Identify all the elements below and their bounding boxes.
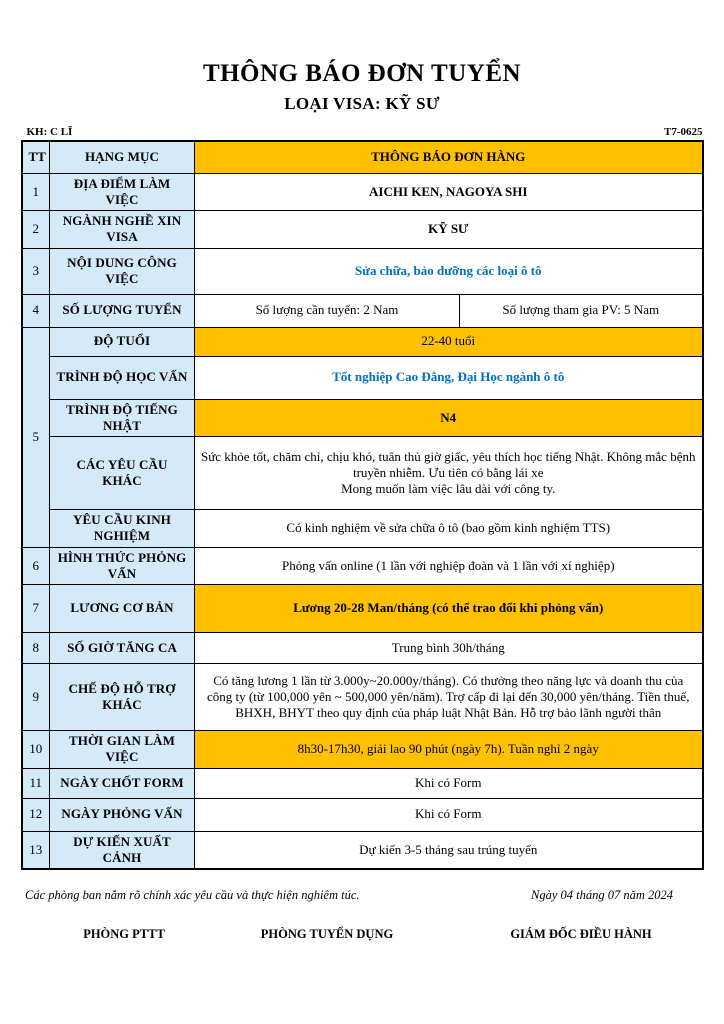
value-cell: Có kinh nghiệm về sửa chữa ô tô (bao gồm kinh nghiệm TTS) bbox=[195, 510, 703, 548]
category-cell: LƯƠNG CƠ BẢN bbox=[50, 585, 195, 633]
value-cell: AICHI KEN, NAGOYA SHI bbox=[195, 173, 703, 211]
table-row bbox=[22, 768, 703, 798]
table-row bbox=[22, 327, 703, 356]
signature-row bbox=[0, 927, 724, 947]
visa-type-subtitle: LOẠI VISA: KỸ SƯ bbox=[284, 94, 440, 113]
page-title: THÔNG BÁO ĐƠN TUYỂN bbox=[202, 60, 522, 87]
table-row bbox=[22, 248, 703, 294]
footer-date: Ngày 04 tháng 07 năm 2024 bbox=[530, 888, 673, 902]
table-row bbox=[22, 211, 703, 249]
row-number-cell: 3 bbox=[22, 248, 50, 294]
value-cell: Trung bình 30h/tháng bbox=[195, 633, 703, 664]
reference-row bbox=[22, 126, 703, 138]
value-cell bbox=[195, 437, 703, 510]
other-requirements-line-1: Sức khỏe tốt, chăm chỉ, chịu khó, tuân thủ giờ giấc, yêu thích học tiếng Nhật. Không mắc bệnh truyền nhiễm. Ưu tiên có bằng lái xe bbox=[201, 448, 696, 480]
table-header-row bbox=[22, 141, 703, 173]
category-cell: TRÌNH ĐỘ TIẾNG NHẬT bbox=[50, 399, 195, 437]
row-number-cell: 4 bbox=[22, 294, 50, 327]
table-row bbox=[22, 510, 703, 548]
quota-interview-cell: Số lượng tham gia PV: 5 Nam bbox=[460, 294, 703, 327]
row-number-cell: 10 bbox=[22, 731, 50, 769]
value-cell: N4 bbox=[195, 399, 703, 437]
value-cell: Sửa chữa, bảo dưỡng các loại ô tô bbox=[195, 248, 703, 294]
footer-note-row bbox=[0, 888, 724, 903]
row-number-cell: 11 bbox=[22, 768, 50, 798]
row-number-cell: 9 bbox=[22, 664, 50, 731]
value-cell: Khi có Form bbox=[195, 768, 703, 798]
value-cell: Dự kiến 3-5 tháng sau trúng tuyển bbox=[195, 831, 703, 869]
category-cell: NỘI DUNG CÔNG VIỆC bbox=[50, 248, 195, 294]
table-row bbox=[22, 173, 703, 211]
category-cell: NGÀNH NGHỀ XIN VISA bbox=[50, 211, 195, 249]
signature-director: GIÁM ĐỐC ĐIỀU HÀNH bbox=[510, 927, 652, 941]
category-cell: SỐ LƯỢNG TUYỂN bbox=[50, 294, 195, 327]
header-content-cell: THÔNG BÁO ĐƠN HÀNG bbox=[195, 141, 703, 173]
category-cell: ĐỊA ĐIỂM LÀM VIỆC bbox=[50, 173, 195, 211]
table-row bbox=[22, 399, 703, 437]
header-category-cell: HẠNG MỤC bbox=[50, 141, 195, 173]
value-cell: Khi có Form bbox=[195, 798, 703, 831]
recruitment-table bbox=[21, 140, 704, 870]
table-row bbox=[22, 356, 703, 399]
row-number-cell: 1 bbox=[22, 173, 50, 211]
row-number-cell: 13 bbox=[22, 831, 50, 869]
category-cell: CHẾ ĐỘ HỖ TRỢ KHÁC bbox=[50, 664, 195, 731]
table-row bbox=[22, 294, 703, 327]
value-cell: Tốt nghiệp Cao Đẳng, Đại Học ngành ô tô bbox=[195, 356, 703, 399]
row-number-cell: 8 bbox=[22, 633, 50, 664]
value-cell: 8h30-17h30, giải lao 90 phút (ngày 7h). Tuần nghỉ 2 ngày bbox=[195, 731, 703, 769]
category-cell: DỰ KIẾN XUẤT CẢNH bbox=[50, 831, 195, 869]
row-number-cell: 5 bbox=[22, 327, 50, 547]
value-cell: 22-40 tuổi bbox=[195, 327, 703, 356]
category-cell: ĐỘ TUỔI bbox=[50, 327, 195, 356]
category-cell: SỐ GIỜ TĂNG CA bbox=[50, 633, 195, 664]
category-cell: YÊU CẦU KINH NGHIỆM bbox=[50, 510, 195, 548]
customer-code: KH: C LĨ bbox=[26, 126, 73, 138]
row-number-cell: 2 bbox=[22, 211, 50, 249]
category-cell: NGÀY PHỎNG VẤN bbox=[50, 798, 195, 831]
row-number-cell: 12 bbox=[22, 798, 50, 831]
table-row bbox=[22, 831, 703, 869]
table-row bbox=[22, 731, 703, 769]
category-cell: NGÀY CHỐT FORM bbox=[50, 768, 195, 798]
row-number-cell: 7 bbox=[22, 585, 50, 633]
row-number-cell: 6 bbox=[22, 547, 50, 585]
quota-recruit-cell: Số lượng cần tuyển: 2 Nam bbox=[195, 294, 460, 327]
other-requirements-line-2: Mong muốn làm việc lâu dài với công ty. bbox=[341, 481, 556, 497]
table-row bbox=[22, 664, 703, 731]
table-row bbox=[22, 547, 703, 585]
footer-note: Các phòng ban nắm rõ chính xác yêu cầu và thực hiện nghiêm túc. bbox=[25, 888, 360, 902]
table-row bbox=[22, 798, 703, 831]
form-code: T7-0625 bbox=[664, 126, 703, 138]
header-tt-cell: TT bbox=[22, 141, 50, 173]
category-cell: CÁC YÊU CẦU KHÁC bbox=[50, 437, 195, 510]
value-cell: Phỏng vấn online (1 lần với nghiệp đoàn và 1 lần với xí nghiệp) bbox=[195, 547, 703, 585]
table-row bbox=[22, 585, 703, 633]
category-cell: THỜI GIAN LÀM VIỆC bbox=[50, 731, 195, 769]
table-row bbox=[22, 633, 703, 664]
category-cell: TRÌNH ĐỘ HỌC VẤN bbox=[50, 356, 195, 399]
signature-recruitment: PHÒNG TUYỂN DỤNG bbox=[260, 927, 394, 941]
value-cell: Lương 20-28 Man/tháng (có thể trao đổi khi phỏng vấn) bbox=[195, 585, 703, 633]
category-cell: HÌNH THỨC PHỎNG VẤN bbox=[50, 547, 195, 585]
signature-pttt: PHÒNG PTTT bbox=[83, 927, 165, 941]
table-row bbox=[22, 437, 703, 510]
value-cell: KỸ SƯ bbox=[195, 211, 703, 249]
value-cell: Có tăng lương 1 lần từ 3.000y~20.000y/tháng). Có thưởng theo năng lực và doanh thu của công ty (từ 100,000 yên ~ 500,000 yên/năm). Trợ cấp đi lại đến 30,000 yên/tháng. Tiền thuế, BHXH, BHYT theo quy định của pháp luật Nhật Bản. Hỗ trợ bảo lãnh người thân bbox=[195, 664, 703, 731]
